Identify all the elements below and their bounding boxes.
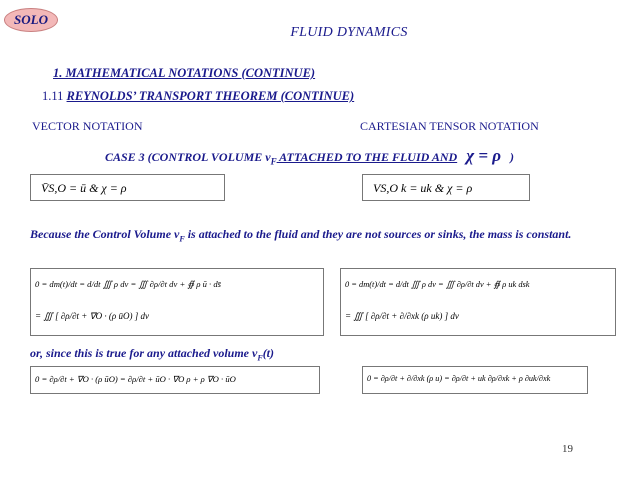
tensor-notation-label: CARTESIAN TENSOR NOTATION (360, 119, 539, 133)
vector-mass-box (30, 268, 324, 336)
case-chi-equation: χ = ρ (466, 146, 502, 165)
vector-continuity-box (30, 366, 320, 394)
vector-notation-label: VECTOR NOTATION (32, 119, 143, 133)
vector-continuity-equation: 0 = ∂ρ/∂t + ∇O · (ρ ūO) = ∂ρ/∂t + ūO · ∇O ρ + ρ ∇O · ūO (35, 374, 236, 384)
tensor-continuity-box (362, 366, 588, 394)
tensor-mass-equation-1: 0 = dm(t)/dt = d/dt ∭ ρ dv = ∭ ∂ρ/∂t dv + ∯ ρ uk dsk (345, 280, 530, 289)
tensor-continuity-equation: 0 = ∂ρ/∂t + ∂/∂xk (ρ u) = ∂ρ/∂t + uk ∂ρ/∂xk + ρ ∂uk/∂xk (367, 374, 551, 383)
paragraph-sub: F (179, 234, 185, 244)
vector-definition-equation: V̄S,O = ū & χ = ρ (41, 181, 127, 195)
solo-badge: SOLO (4, 8, 58, 32)
vector-mass-equation-1: 0 = dm(t)/dt = d/dt ∭ ρ dv = ∭ ∂ρ/∂t dv + ∯ ρ ū · ds̄ (35, 279, 221, 289)
note-text-b: (t) (262, 346, 275, 360)
page-number: 19 (562, 443, 573, 455)
tensor-definition-box (362, 174, 530, 201)
case-sub: F (270, 156, 277, 167)
note-text-a: or, since this is true for any attached volume v (30, 346, 258, 360)
section-heading: 1. MATHEMATICAL NOTATIONS (CONTINUE) (53, 66, 316, 80)
case-close: ) (510, 150, 515, 164)
mass-constant-paragraph (30, 226, 630, 247)
vector-definition-box (30, 174, 225, 201)
tensor-mass-equation-2: = ∭ [ ∂ρ/∂t + ∂/∂xk (ρ uk) ] dv (345, 311, 459, 321)
tensor-mass-box (340, 268, 616, 336)
note-sub: F (257, 353, 263, 363)
subsection-number: 1.11 (42, 89, 64, 103)
tensor-definition-equation: VS,O k = uk & χ = ρ (373, 181, 473, 195)
attached-volume-note (30, 346, 274, 362)
vector-mass-equation-2: = ∭ [ ∂ρ/∂t + ∇O · (ρ ūO) ] dv (35, 311, 149, 321)
paragraph-text-b: is attached to the fluid and they are not sources or sinks, the mass is constant. (184, 227, 572, 241)
case-text-a: CASE 3 (CONTROL VOLUME v (105, 150, 271, 164)
case-text-b: ATTACHED TO THE FLUID AND (276, 150, 458, 164)
subsection-title: REYNOLDS’ TRANSPORT THEOREM (CONTINUE) (66, 89, 355, 103)
paragraph-text-a: Because the Control Volume v (30, 227, 180, 241)
page-title: FLUID DYNAMICS (290, 25, 408, 40)
subsection-heading (42, 89, 354, 104)
case-heading (105, 146, 514, 166)
